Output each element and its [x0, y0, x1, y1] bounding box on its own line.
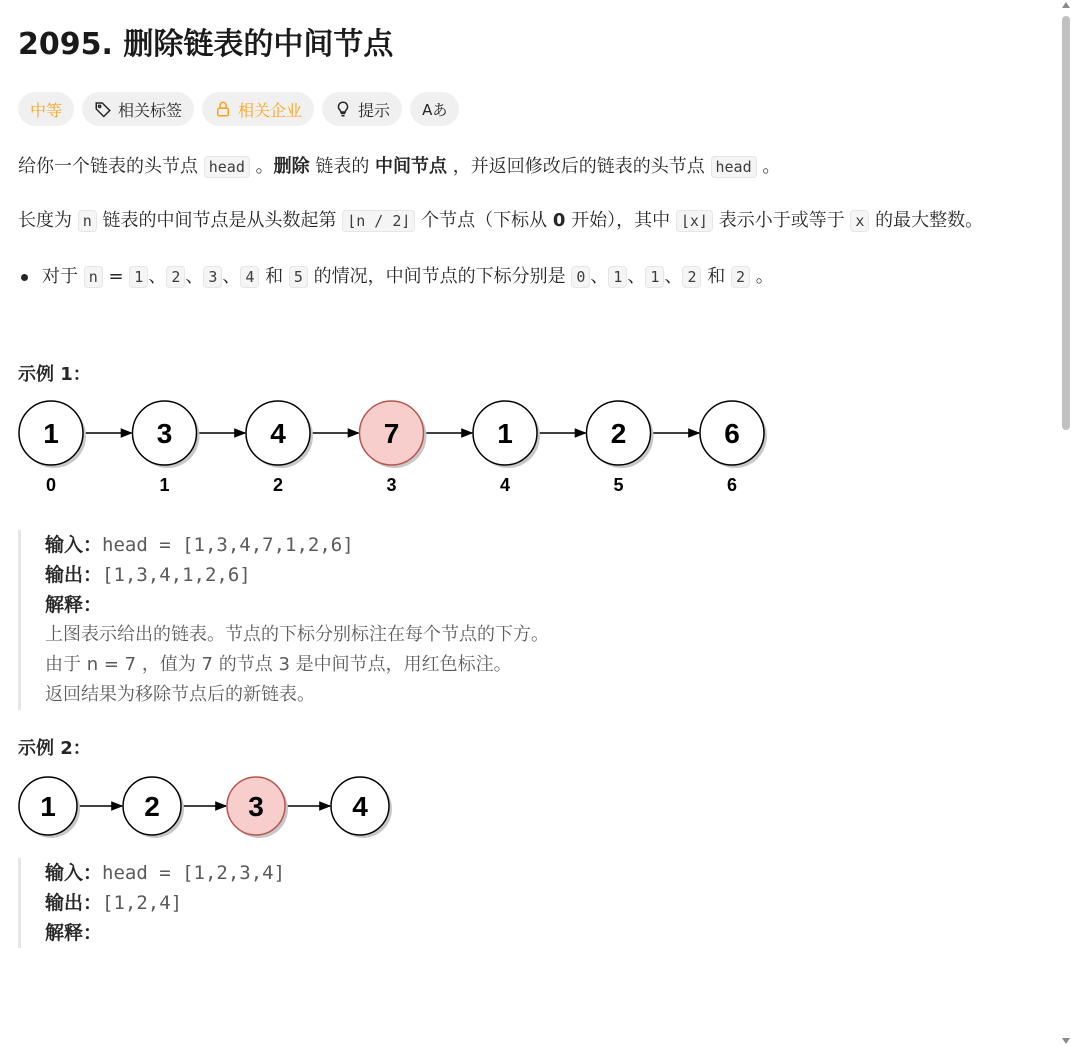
- example-1-io: [18, 530, 1048, 710]
- node-index: 5: [613, 475, 624, 495]
- list-item: 对于 n = 1 、 2 、 3 、 4 和 5 的情况，中间节点的下标分别是 0 、 1 、 1 、 2 和 2 。: [18, 262, 1048, 292]
- lock-icon: [214, 100, 232, 118]
- example-1-output-line: 输出：[1,3,4,1,2,6]: [45, 564, 251, 586]
- translate-icon: Aあ: [422, 100, 448, 119]
- node-value: 3: [248, 791, 264, 822]
- node-value: 3: [156, 418, 173, 449]
- example-2-output-line: 输出：[1,2,4]: [45, 892, 183, 914]
- node-index: 6: [726, 475, 738, 495]
- example-2-io: [18, 858, 1048, 948]
- example-1-explain-label: 解释：: [45, 594, 103, 616]
- scroll-down-arrow-icon[interactable]: [1062, 1038, 1070, 1044]
- node-value: 4: [352, 791, 368, 822]
- example-2-explain-label: 解释：: [45, 922, 103, 944]
- node-index: 2: [272, 475, 284, 495]
- example-1-diagram: [18, 400, 778, 500]
- example-2-diagram: [18, 774, 418, 846]
- example-1-explain-3: 返回结果为移除节点后的新链表。: [45, 684, 315, 705]
- node-index: 3: [386, 475, 397, 495]
- lightbulb-icon: [334, 100, 352, 118]
- difficulty-badge[interactable]: 中等: [18, 92, 74, 126]
- tag-icon: [94, 100, 112, 118]
- node-index: 4: [499, 475, 511, 495]
- related-companies-label: 相关企业: [238, 100, 303, 120]
- scrollbar-thumb[interactable]: [1062, 16, 1070, 430]
- example-1-explain-1: 上图表示给出的链表。节点的下标分别标注在每个节点的下方。: [45, 624, 549, 645]
- node-value: 4: [270, 418, 286, 449]
- example-2-title: 示例 2：: [18, 738, 91, 759]
- scrollbar[interactable]: [1061, 0, 1071, 1046]
- node-index: 0: [45, 475, 57, 495]
- example-1-input-line: 输入：head = [1,3,4,7,1,2,6]: [45, 534, 354, 556]
- example-1-explain-2: 由于 n = 7 ，值为 7 的节点 3 是中间节点，用红色标注。: [45, 654, 512, 675]
- description-paragraph-1: 给你一个链表的头节点 head 。删除 链表的 中间节点 ，并返回修改后的链表的头节点 head 。: [18, 156, 781, 177]
- problem-description: [18, 24, 1048, 948]
- related-tags-button[interactable]: [82, 92, 194, 126]
- node-value: 1: [43, 418, 59, 449]
- related-tags-label: 相关标签: [118, 100, 183, 120]
- related-companies-button[interactable]: [202, 92, 314, 126]
- scroll-up-arrow-icon[interactable]: [1062, 2, 1070, 8]
- translate-button[interactable]: [410, 92, 459, 126]
- middle-index-list: [18, 262, 1048, 292]
- node-value: 2: [610, 418, 627, 449]
- tag-row: [18, 92, 1048, 126]
- node-value: 7: [383, 418, 400, 449]
- node-value: 1: [40, 791, 56, 822]
- node-value: 1: [497, 418, 513, 449]
- page-title: 2095. 删除链表的中间节点: [18, 27, 394, 62]
- hint-button[interactable]: [322, 92, 402, 126]
- node-value: 2: [144, 791, 160, 822]
- node-value: 6: [724, 418, 740, 449]
- example-1-title: 示例 1：: [18, 364, 91, 385]
- example-2-input-line: 输入：head = [1,2,3,4]: [45, 862, 286, 884]
- hint-label: 提示: [358, 100, 391, 120]
- node-index: 1: [159, 475, 170, 495]
- description-paragraph-2: 长度为 n 链表的中间节点是从头数起第 ⌊n / 2⌋ 个节点（下标从 0 开始），其中 ⌊x⌋ 表示小于或等于 x 的最大整数。: [18, 210, 984, 231]
